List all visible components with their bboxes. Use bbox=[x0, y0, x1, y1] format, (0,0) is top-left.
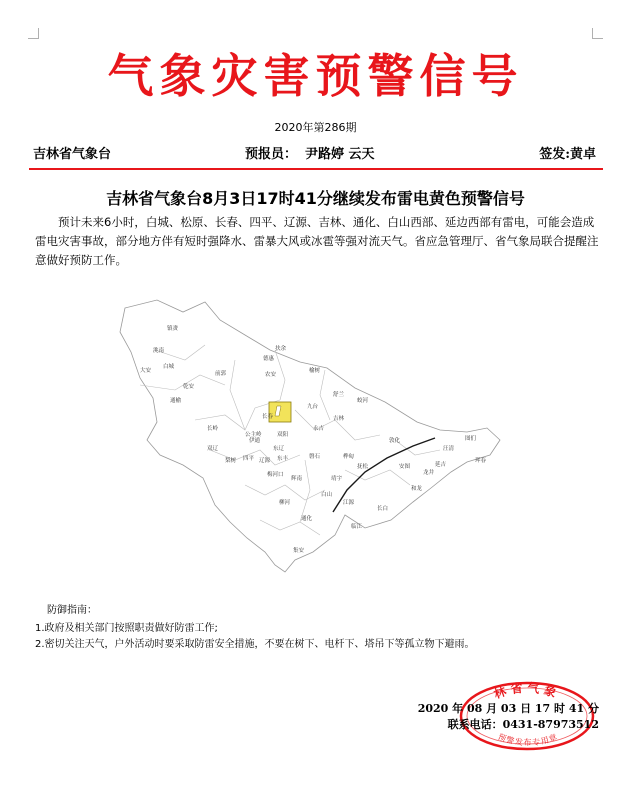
region-label: 白山 bbox=[321, 492, 333, 498]
region-label: 长岭 bbox=[207, 426, 219, 432]
region-label: 柳河 bbox=[279, 500, 291, 506]
issuer: 吉林省气象台 bbox=[33, 147, 112, 162]
region-label: 通榆 bbox=[170, 398, 182, 404]
region-label: 舒兰 bbox=[333, 392, 345, 398]
region-label: 集安 bbox=[293, 548, 305, 554]
region-label: 敦化 bbox=[389, 438, 401, 444]
province-outline bbox=[120, 300, 500, 572]
region-label: 前郭 bbox=[215, 371, 227, 377]
guidance-item: 1.政府及相关部门按照职责做好防雷工作; bbox=[35, 623, 218, 634]
signer: 签发:黄卓 bbox=[539, 147, 596, 162]
region-label: 龙井 bbox=[423, 470, 435, 476]
region-label: 镇赉 bbox=[167, 326, 179, 332]
guidance-item: 2.密切关注天气，户外活动时要采取防雷安全措施，不要在树下、电杆下、塔吊下等孤立物下避雨。 bbox=[35, 639, 475, 650]
forecaster-label: 预报员： bbox=[245, 147, 298, 162]
region-label: 四平 bbox=[243, 456, 255, 462]
region-label: 东辽 bbox=[273, 446, 285, 452]
region-label: 白城 bbox=[163, 364, 175, 370]
guidance-title: 防御指南： bbox=[47, 605, 97, 616]
region-label: 辉南 bbox=[291, 476, 303, 482]
region-label: 磐石 bbox=[309, 454, 321, 460]
region-label: 和龙 bbox=[411, 486, 423, 492]
svg-text:预警发布专用章: 预警发布专用章 bbox=[496, 732, 560, 748]
region-label: 珲春 bbox=[475, 458, 487, 464]
region-label: 汪清 bbox=[443, 446, 455, 452]
region-label: 靖宇 bbox=[331, 476, 343, 482]
region-label: 榆树 bbox=[309, 368, 321, 374]
notice-body: 预计未来6小时，白城、松原、长春、四平、辽源、吉林、通化、白山西部、延边西部有雷电，可能会造成雷电灾害事故，部分地方伴有短时强降水、雷暴大风或冰雹等强对流天气。省应急管理厅、省气象局联合提醒注意做好预防工作。 bbox=[35, 215, 599, 267]
region-label: 双辽 bbox=[207, 446, 219, 452]
page-corner-mark bbox=[592, 28, 603, 39]
region-label: 梨树 bbox=[225, 458, 237, 464]
region-label: 通化 bbox=[301, 516, 313, 522]
region-label: 吉林 bbox=[333, 416, 345, 422]
region-label: 伊通 bbox=[249, 438, 261, 444]
region-label: 九台 bbox=[307, 404, 319, 410]
header-divider bbox=[29, 168, 603, 170]
region-label: 德惠 bbox=[263, 356, 275, 362]
region-label: 辽源 bbox=[259, 458, 271, 464]
region-label: 乾安 bbox=[183, 384, 195, 390]
region-label: 永吉 bbox=[313, 426, 325, 432]
region-label: 延吉 bbox=[435, 462, 447, 468]
region-label: 长白 bbox=[377, 506, 389, 512]
issue-datetime: 2020 年 08 月 03 日 17 时 41 分 bbox=[417, 702, 599, 715]
issue-number: 2020年第286期 bbox=[274, 121, 357, 134]
region-label: 江源 bbox=[343, 500, 355, 506]
region-label: 东丰 bbox=[277, 456, 289, 462]
banner-title: 气象灾害预警信号 bbox=[107, 49, 524, 103]
svg-text:林省气象: 林省气象 bbox=[492, 680, 562, 702]
forecaster-names: 尹路婷 云天 bbox=[305, 147, 375, 162]
region-label: 农安 bbox=[265, 372, 277, 378]
notice-headline: 吉林省气象台8月3日17时41分继续发布雷电黄色预警信号 bbox=[106, 189, 525, 208]
region-label: 梅河口 bbox=[267, 472, 284, 478]
region-label: 蛟河 bbox=[357, 398, 369, 404]
region-label: 公主岭 bbox=[245, 432, 262, 438]
region-label: 安图 bbox=[399, 464, 411, 470]
region-label: 桦甸 bbox=[343, 454, 355, 460]
region-label: 图们 bbox=[465, 436, 477, 442]
contact-phone: 联系电话：0431-87973512 bbox=[447, 718, 599, 731]
region-label: 长春 bbox=[262, 414, 274, 420]
region-label: 双阳 bbox=[277, 432, 289, 438]
region-label: 大安 bbox=[140, 368, 152, 374]
region-label: 抚松 bbox=[357, 464, 369, 470]
page-corner-mark bbox=[28, 28, 39, 39]
region-label: 临江 bbox=[351, 524, 363, 530]
region-label: 扶余 bbox=[275, 346, 287, 352]
region-label: 洮南 bbox=[153, 348, 165, 354]
forecaster-line bbox=[245, 143, 383, 162]
warning-map bbox=[95, 290, 560, 580]
